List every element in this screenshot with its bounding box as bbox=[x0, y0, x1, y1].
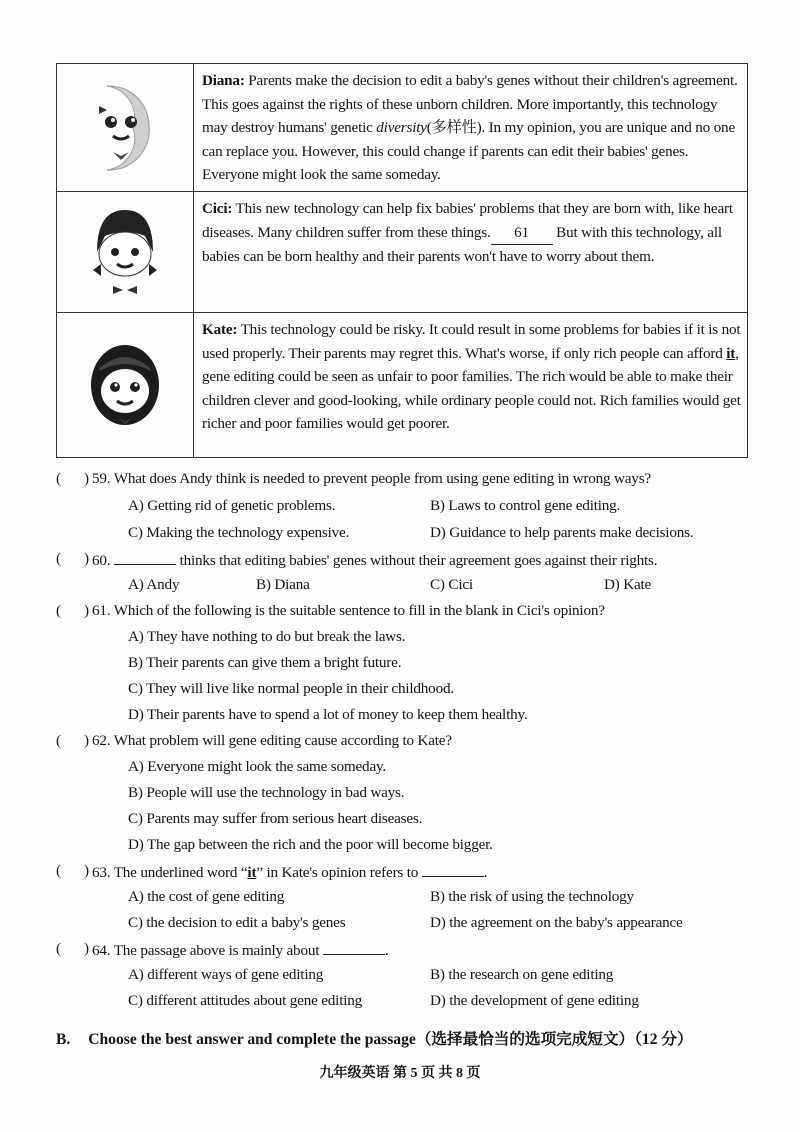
speaker-name: Kate: bbox=[202, 320, 238, 338]
option-b[interactable]: B) Their parents can give them a bright future. bbox=[128, 654, 402, 671]
option-a[interactable]: A) Everyone might look the same someday. bbox=[128, 758, 386, 775]
opinion-row-kate bbox=[57, 312, 748, 457]
opinion-body: This new technology can help fix babies' problems that they are born with, like heart diseases. Many children suffer from these things. bbox=[202, 199, 733, 241]
question-stem: 64. The passage above is mainly about bbox=[92, 942, 320, 959]
answer-paren-close: ) bbox=[84, 602, 89, 619]
opinion-row-cici bbox=[57, 191, 748, 312]
opinion-body: Parents make the decision to edit a baby's genes without their children's agreement. This goes against the rights of these unborn children. More importantly, this technology may destroy humans' genetic bbox=[202, 72, 738, 137]
cici-face-icon bbox=[93, 202, 157, 302]
section-b-heading bbox=[56, 1027, 693, 1049]
option-a[interactable]: A) They have nothing to do but break the laws. bbox=[128, 628, 406, 645]
question-stem: 59. What does Andy think is needed to prevent people from using gene editing in wrong ways? bbox=[92, 470, 651, 487]
answer-paren-open[interactable]: ( bbox=[56, 470, 61, 487]
kate-face-icon bbox=[89, 335, 161, 435]
underlined-word: it bbox=[247, 864, 257, 881]
answer-paren-open[interactable]: ( bbox=[56, 732, 61, 749]
answer-paren-close: ) bbox=[84, 940, 89, 957]
option-c[interactable]: C) the decision to edit a baby's genes bbox=[128, 914, 346, 931]
option-b[interactable]: B) the risk of using the technology bbox=[430, 888, 634, 905]
option-d[interactable]: D) The gap between the rich and the poor will become bigger. bbox=[128, 836, 493, 853]
option-a[interactable]: A) Andy bbox=[128, 576, 180, 593]
answer-paren-open[interactable]: ( bbox=[56, 550, 61, 567]
stem-end: . bbox=[384, 942, 389, 959]
italic-word: diversity bbox=[376, 119, 427, 137]
option-a[interactable]: A) the cost of gene editing bbox=[128, 888, 285, 905]
option-d[interactable]: D) Kate bbox=[604, 576, 652, 593]
option-b[interactable]: B) People will use the technology in bad ways. bbox=[128, 784, 405, 801]
option-d[interactable]: D) the agreement on the baby's appearance bbox=[430, 914, 683, 931]
answer-paren-close: ) bbox=[84, 862, 89, 879]
page-footer: 九年级英语 第 5 页 共 8 页 bbox=[319, 1066, 481, 1081]
option-c[interactable]: C) different attitudes about gene editing bbox=[128, 992, 363, 1009]
opinion-text bbox=[194, 64, 748, 192]
option-c[interactable]: C) Making the technology expensive. bbox=[128, 524, 350, 541]
answer-blank bbox=[422, 862, 484, 877]
option-c[interactable]: C) They will live like normal people in their childhood. bbox=[128, 680, 454, 697]
option-b[interactable]: B) Diana bbox=[256, 576, 310, 593]
question-number: 60. bbox=[92, 552, 111, 569]
option-b[interactable]: B) Laws to control gene editing. bbox=[430, 497, 621, 514]
face-cell bbox=[57, 312, 194, 457]
opinion-body-cont: (多样性). In my opinion, you are unique and no one can replace you. However, this could change if parents can edit their babies' genes. Everyone might look the same someday. bbox=[202, 119, 735, 184]
diana-face-icon bbox=[93, 78, 157, 174]
option-a[interactable]: A) Getting rid of genetic problems. bbox=[128, 497, 336, 514]
option-b[interactable]: B) the research on gene editing bbox=[430, 966, 614, 983]
answer-paren-open[interactable]: ( bbox=[56, 862, 61, 879]
section-title: Choose the best answer and complete the passage（选择最恰当的选项完成短文）（12 分） bbox=[88, 1031, 693, 1048]
opinion-body: This technology could be risky. It could result in some problems for babies if it is not used properly. Their parents may regret this. What's worse, if only rich people can afford bbox=[202, 320, 741, 362]
option-c[interactable]: C) Cici bbox=[430, 576, 473, 593]
section-letter: B. bbox=[56, 1031, 71, 1048]
answer-paren-close: ) bbox=[84, 550, 89, 567]
answer-paren-close: ) bbox=[84, 732, 89, 749]
blank-61: 61 bbox=[491, 221, 553, 246]
option-d[interactable]: D) Their parents have to spend a lot of money to keep them healthy. bbox=[128, 706, 528, 723]
option-a[interactable]: A) different ways of gene editing bbox=[128, 966, 324, 983]
opinion-text bbox=[194, 191, 748, 312]
question-stem: thinks that editing babies' genes without their agreement goes against their rights. bbox=[179, 552, 658, 569]
option-c[interactable]: C) Parents may suffer from serious heart diseases. bbox=[128, 810, 423, 827]
opinion-text bbox=[194, 312, 748, 457]
option-d[interactable]: D) the development of gene editing bbox=[430, 992, 639, 1009]
underlined-word: it bbox=[726, 344, 736, 362]
answer-blank bbox=[323, 940, 385, 955]
answer-paren-open[interactable]: ( bbox=[56, 940, 61, 957]
speaker-name: Diana: bbox=[202, 72, 245, 89]
answer-blank bbox=[114, 550, 176, 565]
question-stem: 62. What problem will gene editing cause according to Kate? bbox=[92, 732, 452, 749]
opinion-body-cont: But with this technology, all babies can be born healthy and their parents won't have to worry about them. bbox=[202, 223, 722, 266]
question-stem: 63. The underlined word “ bbox=[92, 864, 248, 881]
option-d[interactable]: D) Guidance to help parents make decisions. bbox=[430, 524, 694, 541]
face-cell bbox=[57, 191, 194, 312]
answer-paren-close: ) bbox=[84, 470, 89, 487]
question-stem: 61. Which of the following is the suitable sentence to fill in the blank in Cici's opinion? bbox=[92, 602, 605, 619]
question-stem-cont: ” in Kate's opinion refers to bbox=[256, 864, 419, 881]
opinion-body-cont: , gene editing could be seen as unfair to poor families. The rich would be able to make their children clever and good-looking, while ordinary people could not. Rich families would get richer and poor families would get poorer. bbox=[202, 344, 741, 433]
speaker-name: Cici: bbox=[202, 199, 233, 217]
face-cell bbox=[57, 64, 194, 192]
stem-end: . bbox=[483, 864, 488, 881]
opinion-row-diana bbox=[57, 64, 748, 192]
answer-paren-open[interactable]: ( bbox=[56, 602, 61, 619]
opinions-table bbox=[56, 63, 748, 458]
